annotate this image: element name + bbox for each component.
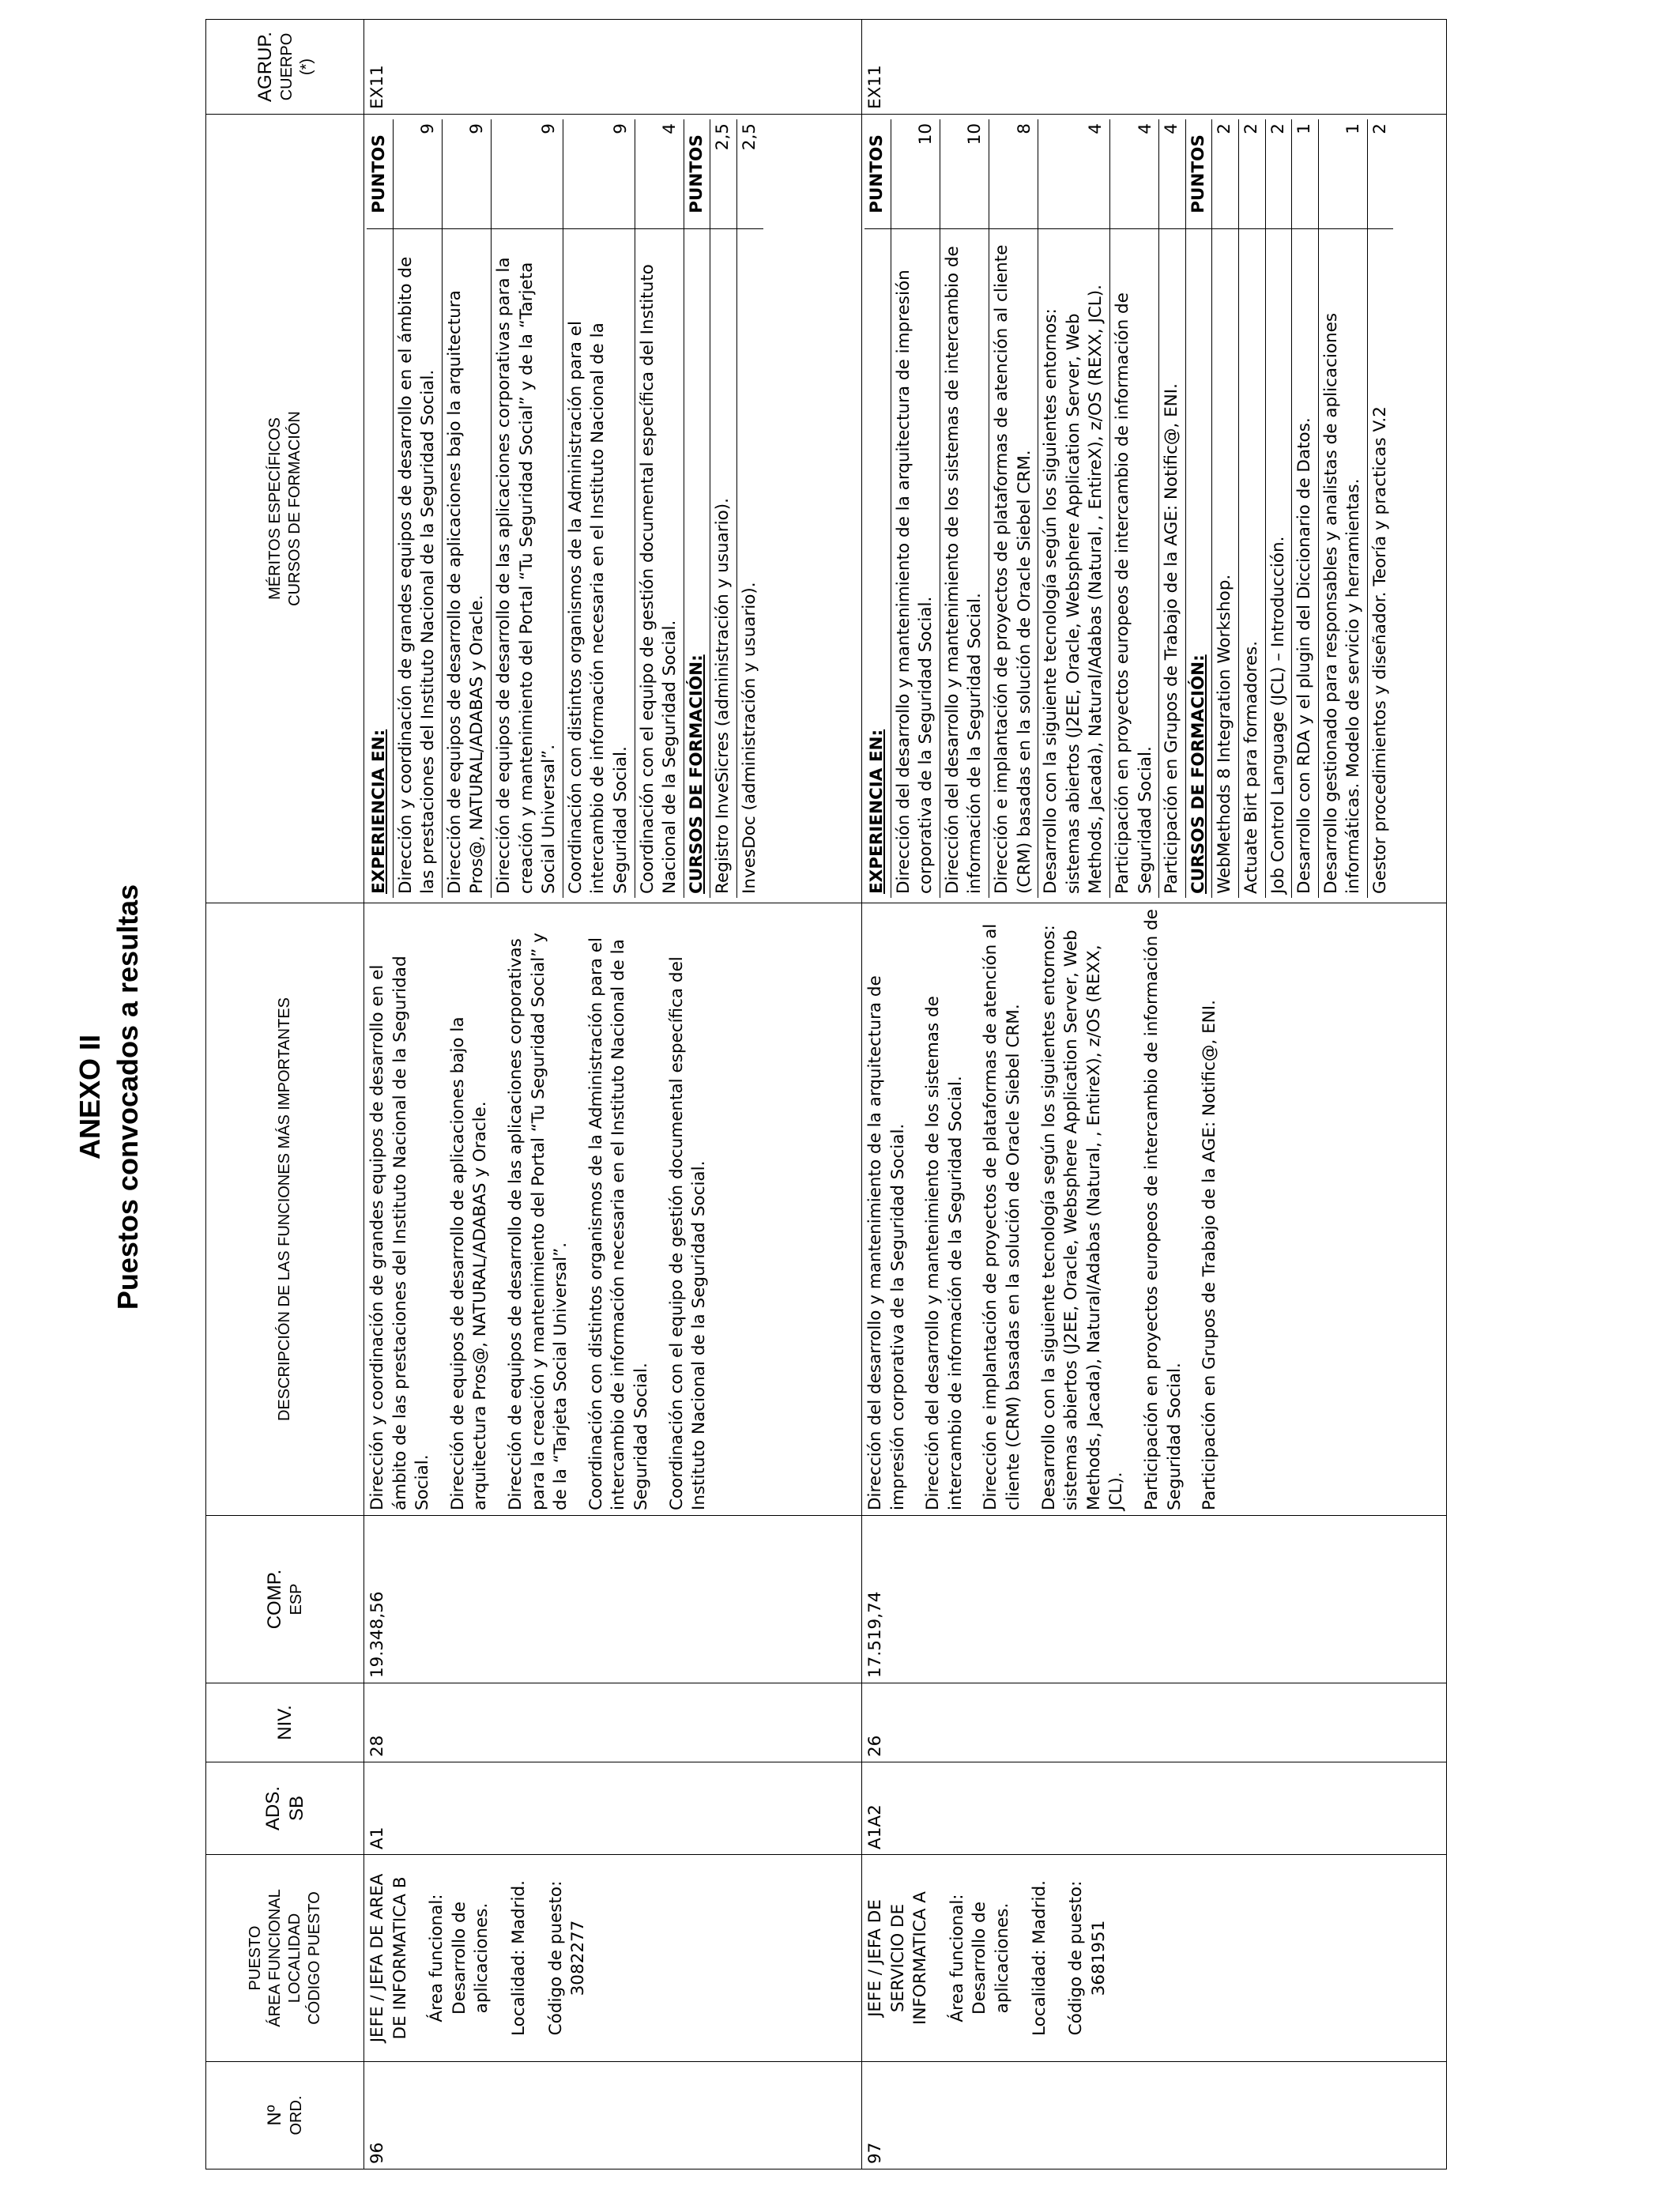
table-header-row bbox=[206, 20, 364, 2169]
curso-points: 2,5 bbox=[710, 119, 737, 229]
cell-comp: 19.348,56 bbox=[364, 1516, 862, 1683]
cell-nord: 96 bbox=[364, 2062, 862, 2169]
puntos-label: PUNTOS bbox=[864, 119, 891, 229]
header-meritos: MÉRITOS ESPECÍFICOS CURSOS DE FORMACIÓN bbox=[206, 115, 364, 903]
puesto-codigo: Código de puesto: 3082277 bbox=[545, 1880, 589, 2036]
funcion-item: Dirección y coordinación de grandes equipos de desarrollo en el ámbito de las prestaciones del Instituto Nacional de la Seguridad Social. bbox=[367, 956, 433, 1510]
curso-points: 2 bbox=[1265, 119, 1292, 229]
meritos-table bbox=[367, 119, 763, 898]
puntos-label: PUNTOS bbox=[1185, 119, 1212, 229]
funcion-item: Participación en Grupos de Trabajo de la AGE: Notific@, ENI. bbox=[1200, 1000, 1220, 1510]
curso-text: Registro InveSicres (administración y usuario). bbox=[710, 229, 737, 899]
header-comp: COMP. ESP bbox=[206, 1516, 364, 1683]
annex-table-region bbox=[205, 20, 1448, 2169]
funcion-item: Desarrollo con la siguiente tecnología según los siguientes entornos: sistemas abiertos (J2EE, Oracle, Websphere Application Server, Web Methods, Jacada), Natural/Adabas (Natural, , EntireX), z/OS (REXX, JCL). bbox=[1038, 925, 1127, 1510]
cursos-label: CURSOS DE FORMACIÓN: bbox=[1185, 229, 1212, 899]
merito-points: 9 bbox=[491, 119, 563, 229]
merito-text: Coordinación con distintos organismos de la Administración para el intercambio de información necesaria en el Instituto Nacional de la Seguridad Social. bbox=[563, 229, 635, 899]
title-subtitle: Puestos convocados a resultas bbox=[111, 884, 144, 1310]
cell-funciones bbox=[862, 903, 1447, 1516]
experiencia-label: EXPERIENCIA EN: bbox=[864, 229, 891, 899]
puntos-label: PUNTOS bbox=[684, 119, 710, 229]
merito-text: Participación en Grupos de Trabajo de la AGE: Notific@, ENI. bbox=[1159, 229, 1186, 899]
cell-funciones bbox=[364, 903, 862, 1516]
curso-text: Actuate Birt para formadores. bbox=[1238, 229, 1265, 899]
merito-text: Dirección del desarrollo y mantenimiento de la arquitectura de impresión corporativa de la Seguridad Social. bbox=[891, 229, 940, 899]
curso-points: 1 bbox=[1292, 119, 1319, 229]
funcion-item: Dirección e implantación de proyectos de plataformas de atención al cliente (CRM) basadas en la solución de Oracle Siebel CRM. bbox=[981, 923, 1023, 1510]
cell-agrup: EX11 bbox=[862, 20, 1447, 115]
merito-points: 9 bbox=[442, 119, 491, 229]
cell-nord: 97 bbox=[862, 2062, 1447, 2169]
curso-points: 2 bbox=[1367, 119, 1393, 229]
merito-text: Dirección de equipos de desarrollo de las aplicaciones corporativas para la creación y mantenimiento del Portal “Tu Seguridad Social” y de la “Tarjeta Social Universal”. bbox=[491, 229, 563, 899]
header-nord: Nº ORD. bbox=[206, 2062, 364, 2169]
curso-text: Job Control Language (JCL) – Introducción. bbox=[1265, 229, 1292, 899]
curso-text: Gestor procedimientos y diseñador. Teoría y practicas V.2 bbox=[1367, 229, 1393, 899]
table-row bbox=[862, 20, 1447, 2169]
puesto-name: JEFE / JEFA DE AREA DE INFORMATICA B bbox=[367, 1873, 410, 2043]
puesto-area: Área funcional: Desarrollo de aplicaciones. bbox=[427, 1894, 492, 2022]
page-title bbox=[71, 741, 166, 1453]
merito-points: 4 bbox=[635, 119, 684, 229]
cell-meritos bbox=[862, 115, 1447, 903]
merito-text: Dirección y coordinación de grandes equipos de desarrollo en el ámbito de las prestaciones del Instituto Nacional de la Seguridad Social. bbox=[393, 229, 442, 899]
merito-points: 10 bbox=[940, 119, 989, 229]
cell-niv: 28 bbox=[364, 1683, 862, 1762]
funcion-item: Dirección de equipos de desarrollo de aplicaciones bajo la arquitectura Pros@, NATURAL/ADABAS y Oracle. bbox=[447, 1016, 491, 1510]
merito-text: Desarrollo con la siguiente tecnología según los siguientes entornos: sistemas abiertos (J2EE, Oracle, Websphere Application Server, Web Methods, Jacada), Natural/Adabas (Natural, , EntireX), z/OS (REXX, JCL). bbox=[1038, 229, 1110, 899]
cell-puesto bbox=[364, 1855, 862, 2062]
experiencia-label: EXPERIENCIA EN: bbox=[367, 229, 393, 899]
curso-text: Desarrollo con RDA y el plugin del Diccionario de Datos. bbox=[1292, 229, 1319, 899]
merito-points: 9 bbox=[393, 119, 442, 229]
funcion-item: Dirección de equipos de desarrollo de las aplicaciones corporativas para la creación y mantenimiento del Portal “Tu Seguridad Social” y de la “Tarjeta Social Universal”. bbox=[505, 933, 571, 1510]
title-annex: ANEXO II bbox=[73, 1034, 106, 1160]
merito-points: 4 bbox=[1109, 119, 1158, 229]
header-ads: ADS. SB bbox=[206, 1762, 364, 1855]
curso-points: 1 bbox=[1318, 119, 1367, 229]
puesto-codigo: Código de puesto: 3681951 bbox=[1066, 1880, 1109, 2036]
cell-ads: A1 bbox=[364, 1762, 862, 1855]
merito-points: 8 bbox=[989, 119, 1038, 229]
header-niv: NIV. bbox=[206, 1683, 364, 1762]
cursos-label: CURSOS DE FORMACIÓN: bbox=[684, 229, 710, 899]
merito-text: Dirección del desarrollo y mantenimiento de los sistemas de intercambio de información de la Seguridad Social. bbox=[940, 229, 989, 899]
merito-text: Dirección de equipos de desarrollo de aplicaciones bajo la arquitectura Pros@, NATURAL/ADABAS y Oracle. bbox=[442, 229, 491, 899]
merito-text: Coordinación con el equipo de gestión documental específica del Instituto Nacional de la Seguridad Social. bbox=[635, 229, 684, 899]
puesto-name: JEFE / JEFA DE SERVICIO DE INFORMATICA A bbox=[865, 1891, 931, 2025]
positions-table bbox=[205, 19, 1447, 2169]
puesto-localidad: Localidad: Madrid. bbox=[508, 1880, 529, 2036]
curso-points: 2 bbox=[1212, 119, 1239, 229]
meritos-table bbox=[864, 119, 1393, 898]
cell-niv: 26 bbox=[862, 1683, 1447, 1762]
curso-points: 2 bbox=[1238, 119, 1265, 229]
curso-text: InvesDoc (administración y usuario). bbox=[736, 229, 763, 899]
funcion-item: Dirección del desarrollo y mantenimiento de la arquitectura de impresión corporativa de la Seguridad Social. bbox=[865, 975, 908, 1510]
curso-text: WebMethods 8 Integration Workshop. bbox=[1212, 229, 1239, 899]
cell-agrup: EX11 bbox=[364, 20, 862, 115]
cell-puesto bbox=[862, 1855, 1447, 2062]
merito-points: 4 bbox=[1038, 119, 1110, 229]
cell-meritos bbox=[364, 115, 862, 903]
merito-points: 10 bbox=[891, 119, 940, 229]
puesto-localidad: Localidad: Madrid. bbox=[1029, 1880, 1049, 2036]
header-descripcion: DESCRIPCIÓN DE LAS FUNCIONES MÁS IMPORTANTES bbox=[206, 903, 364, 1516]
header-puesto: PUESTO ÁREA FUNCIONAL LOCALIDAD CÓDIGO PUESTO bbox=[206, 1855, 364, 2062]
header-agrup: AGRUP. CUERPO (*) bbox=[206, 20, 364, 115]
curso-points: 2,5 bbox=[736, 119, 763, 229]
table-row bbox=[364, 20, 862, 2169]
puntos-label: PUNTOS bbox=[367, 119, 393, 229]
curso-text: Desarrollo gestionado para responsables y analistas de aplicaciones informáticas. Modelo de servicio y herramientas. bbox=[1318, 229, 1367, 899]
funcion-item: Coordinación con el equipo de gestión documental específica del Instituto Nacional de la Seguridad Social. bbox=[666, 956, 710, 1510]
puesto-area: Área funcional: Desarrollo de aplicaciones. bbox=[947, 1894, 1012, 2022]
merito-text: Dirección e implantación de proyectos de plataformas de atención al cliente (CRM) basadas en la solución de Oracle Siebel CRM. bbox=[989, 229, 1038, 899]
cell-ads: A1A2 bbox=[862, 1762, 1447, 1855]
merito-points: 9 bbox=[563, 119, 635, 229]
funcion-item: Coordinación con distintos organismos de la Administración para el intercambio de información necesaria en el Instituto Nacional de la Seguridad Social. bbox=[586, 937, 651, 1510]
merito-text: Participación en proyectos europeos de intercambio de información de Seguridad Social. bbox=[1109, 229, 1158, 899]
merito-points: 4 bbox=[1159, 119, 1186, 229]
funcion-item: Participación en proyectos europeos de intercambio de información de Seguridad Social. bbox=[1141, 909, 1185, 1510]
cell-comp: 17.519,74 bbox=[862, 1516, 1447, 1683]
funcion-item: Dirección del desarrollo y mantenimiento de los sistemas de intercambio de información de la Seguridad Social. bbox=[923, 996, 966, 1510]
